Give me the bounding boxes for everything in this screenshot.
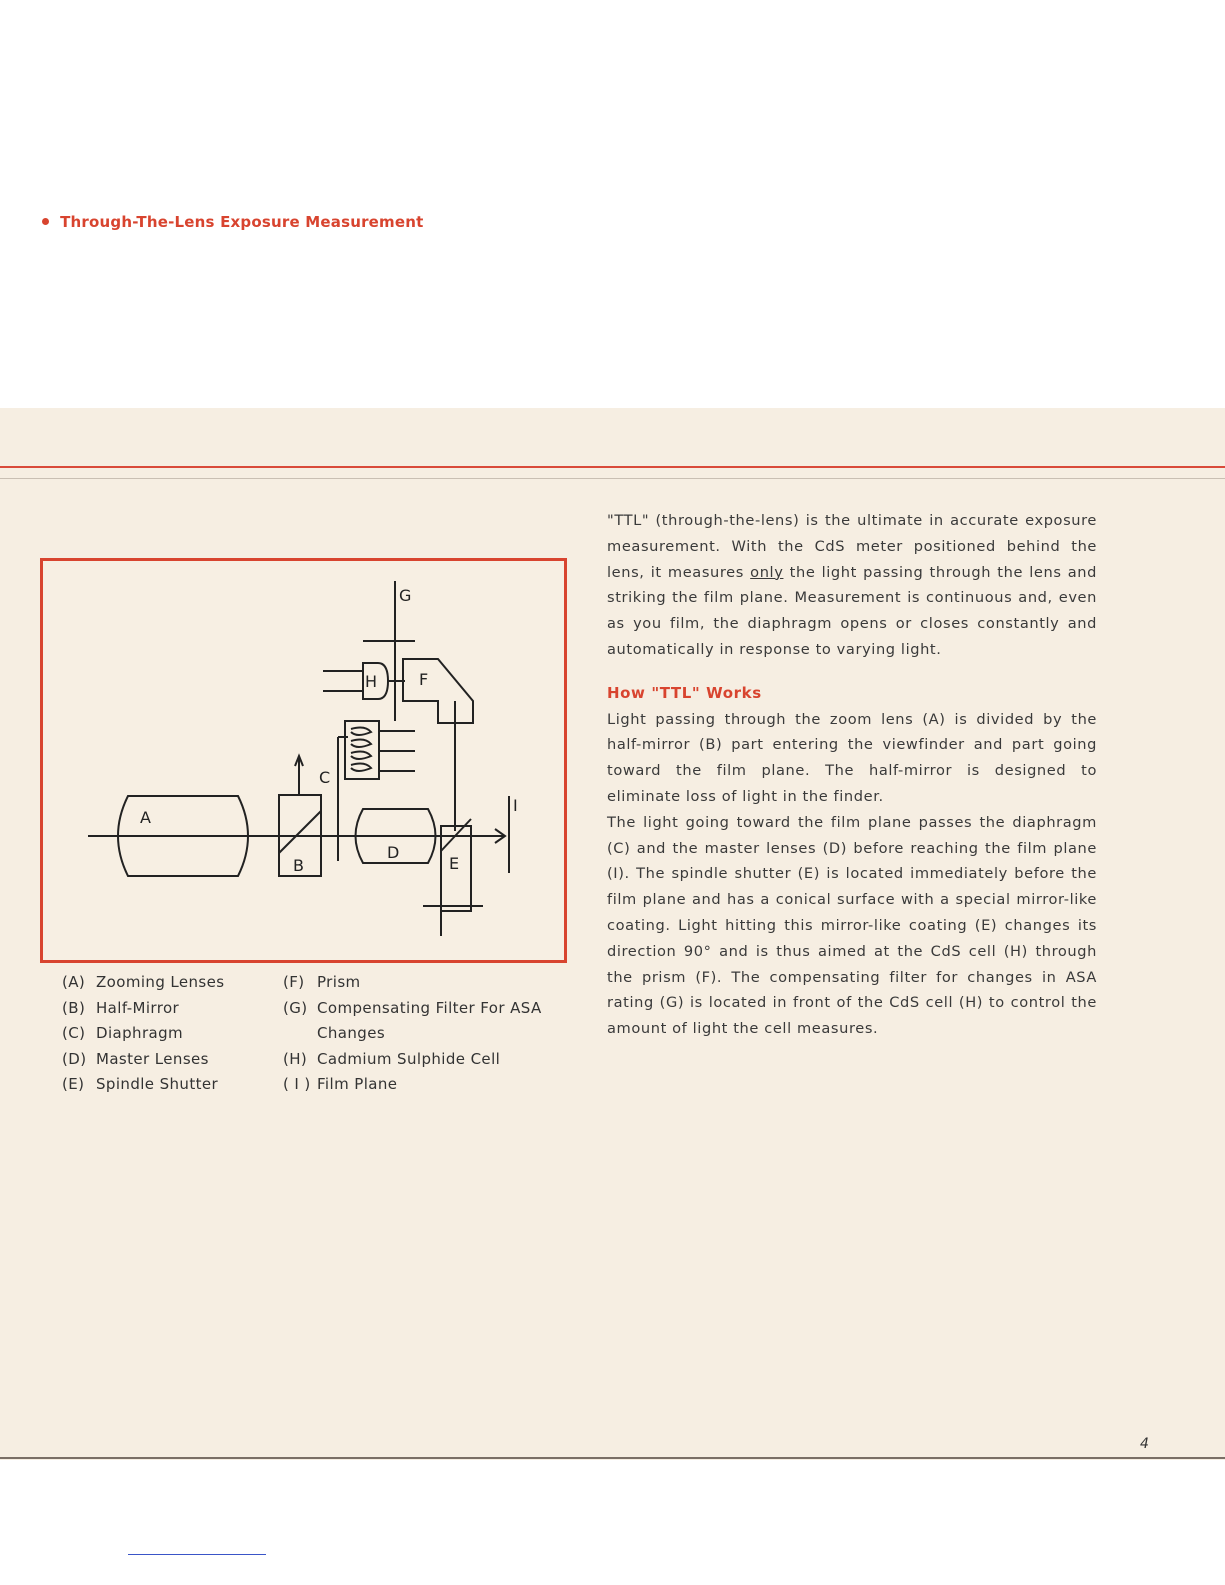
legend-left [62,970,272,1098]
legend-item [283,970,573,996]
label-h: H [365,672,378,691]
top-red-rule [0,466,1225,468]
subheading: How "TTL" Works [607,683,762,702]
legend-key: (D) [62,1049,87,1068]
legend-key: (G) [283,998,308,1017]
legend-item [283,996,573,1022]
legend-item [283,1072,573,1098]
page-number: 4 [1140,1436,1149,1452]
optical-path-diagram [43,561,564,960]
legend-key: ( I ) [283,1075,311,1093]
legend-item [62,1021,272,1047]
bullet-icon [42,218,49,225]
label-d: D [387,843,400,862]
intro-text-2: the light passing through the lens and striking the film plane. Measurement is continuous and, even as you film, the diaphragm opens or closes constantly and automatically in response to varying light. [607,563,1097,658]
top-thin-rule [0,478,1225,479]
legend-key: (B) [62,998,86,1017]
label-c: C [319,768,331,787]
section-heading: Through-The-Lens Exposure Measurement [42,212,424,231]
mirror-diagonal [279,811,321,853]
label-g: G [399,586,412,605]
legend-text: Zooming Lenses [96,973,225,991]
label-f: F [419,670,429,689]
legend-text: Prism [317,973,361,991]
legend-key: (E) [62,1075,85,1093]
legend-text: Half-Mirror [96,998,180,1017]
legend-text: Spindle Shutter [96,1075,219,1093]
legend-text: Film Plane [317,1075,398,1093]
legend-text-continued: Changes [317,1024,386,1042]
legend-item [62,1047,272,1073]
legend-text: Diaphragm [96,1024,184,1042]
body-paragraph-1: Light passing through the zoom lens (A) is divided by the half-mirror (B) part entering the viewfinder and part going toward the film plane. The half-mirror is designed to eliminate loss of light in the finder. [607,710,1097,805]
body-paragraph-2: The light going toward the film plane passes the diaphragm (C) and the master lenses (D) before reaching the film plane (I). The spindle shutter (E) is located immediately before the film plane and has a conical surface with a special mirror-like coating. Light hitting this mirror-like coating (E) changes its direction 90° and is thus aimed at the CdS cell (H) through the prism (F). The compensating filter for changes in ASA rating (G) is located in front of the CdS cell (H) to control the amount of light the cell measures. [607,813,1097,1038]
legend-item [62,996,272,1022]
right-column [607,508,1097,1042]
underline-mark [128,1554,266,1555]
label-e: E [449,854,460,873]
label-i: I [513,796,518,815]
coil-shape [351,728,371,771]
legend-key: (A) [62,973,86,991]
bottom-rule [0,1457,1225,1459]
legend-key: (C) [62,1024,86,1042]
legend-text: Cadmium Sulphide Cell [317,1049,501,1068]
ttl-diagram [40,558,567,963]
intro-emphasis: only [750,563,784,581]
legend-text: Master Lenses [96,1049,209,1068]
intro-text-1: "TTL" (through-the-lens) is the ultimate in accurate exposure measurement. With the CdS meter positioned behind the lens, it measures [607,512,1097,581]
legend-text: Compensating Filter For ASA [317,998,542,1017]
legend-key: (H) [283,1049,308,1068]
intro-paragraph [607,508,1097,663]
label-a: A [140,808,151,827]
legend-key: (F) [283,973,305,991]
legend-item [62,970,272,996]
legend-item [62,1072,272,1098]
prism-shape [403,659,473,723]
legend-item [283,1047,573,1073]
legend-right [283,970,573,1098]
label-b: B [293,856,304,875]
